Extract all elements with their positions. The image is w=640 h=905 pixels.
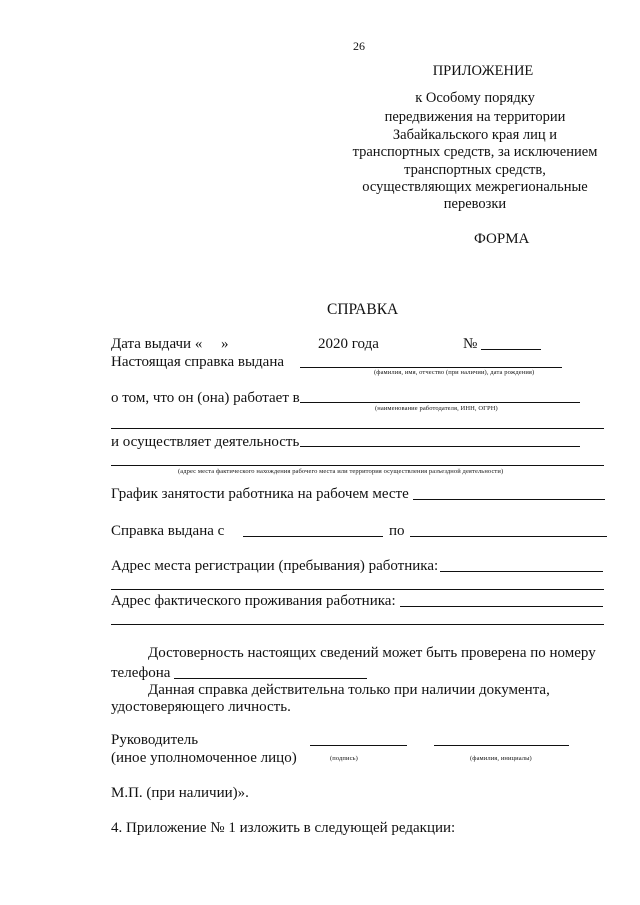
schedule-field[interactable] xyxy=(413,499,605,500)
head-label-2: (иное уполномоченное лицо) xyxy=(111,750,297,766)
name-field[interactable] xyxy=(434,745,569,746)
valid-to-field[interactable] xyxy=(410,536,607,537)
schedule-label: График занятости работника на рабочем месте xyxy=(111,486,409,502)
residence-field-2[interactable] xyxy=(111,624,604,625)
signature-field[interactable] xyxy=(310,745,407,746)
registration-field-2[interactable] xyxy=(111,589,604,590)
appendix-line: перевозки xyxy=(443,196,507,212)
address-hint: (адрес места фактического нахождения рабочего места или территория осуществления разъездной деятельности) xyxy=(178,468,504,475)
year-label: 2020 года xyxy=(318,336,379,352)
address-field[interactable] xyxy=(111,465,604,466)
certificate-title: СПРАВКА xyxy=(327,301,399,318)
head-label: Руководитель xyxy=(111,732,199,748)
verify-text: Достоверность настоящих сведений может быть проверена по номеру xyxy=(148,645,596,661)
validity-text: Данная справка действительна только при наличии документа, xyxy=(148,682,550,698)
phone-label: телефона xyxy=(111,665,171,681)
appendix-line: Забайкальского края лиц и xyxy=(392,127,558,143)
appendix-line: передвижения на территории xyxy=(384,109,566,125)
issued-to-label: Настоящая справка выдана xyxy=(111,354,285,370)
issued-to-field[interactable] xyxy=(300,367,562,368)
page-number: 26 xyxy=(353,39,365,53)
valid-from-field[interactable] xyxy=(243,536,383,537)
residence-label: Адрес фактического проживания работника: xyxy=(111,593,396,609)
appendix-line: к Особому порядку xyxy=(415,90,535,106)
registration-field[interactable] xyxy=(440,571,603,572)
phone-field[interactable] xyxy=(174,678,367,679)
valid-to-label: по xyxy=(389,523,405,539)
employer-hint: (наименование работодателя, ИНН, ОГРН) xyxy=(375,405,498,412)
valid-from-label: Справка выдана с xyxy=(111,523,225,539)
activity-label: и осуществляет деятельность xyxy=(111,434,300,450)
appendix-line: осуществляющих межрегиональные xyxy=(362,179,588,195)
name-hint: (фамилия, инициалы) xyxy=(470,755,532,762)
works-at-label: о том, что он (она) работает в xyxy=(111,390,300,406)
signature-hint: (подпись) xyxy=(330,755,358,762)
appendix-line: транспортных средств, xyxy=(404,162,546,178)
employer-field-2[interactable] xyxy=(111,428,604,429)
number-field[interactable] xyxy=(481,349,541,350)
issue-date-close: » xyxy=(221,336,229,352)
form-label: ФОРМА xyxy=(474,231,530,247)
validity-text-2: удостоверяющего личность. xyxy=(111,699,291,715)
employer-field[interactable] xyxy=(300,402,580,403)
issue-date-label: Дата выдачи « xyxy=(111,336,203,352)
next-item: 4. Приложение № 1 изложить в следующей редакции: xyxy=(111,820,456,836)
number-label: № xyxy=(463,336,478,352)
registration-label: Адрес места регистрации (пребывания) работника: xyxy=(111,558,439,574)
activity-field[interactable] xyxy=(300,446,580,447)
residence-field[interactable] xyxy=(400,606,603,607)
stamp-label: М.П. (при наличии)». xyxy=(111,785,249,801)
appendix-line: транспортных средств, за исключением xyxy=(352,144,598,160)
issued-to-hint: (фамилия, имя, отчество (при наличии), дата рождения) xyxy=(374,369,535,376)
appendix-title: ПРИЛОЖЕНИЕ xyxy=(432,63,534,79)
